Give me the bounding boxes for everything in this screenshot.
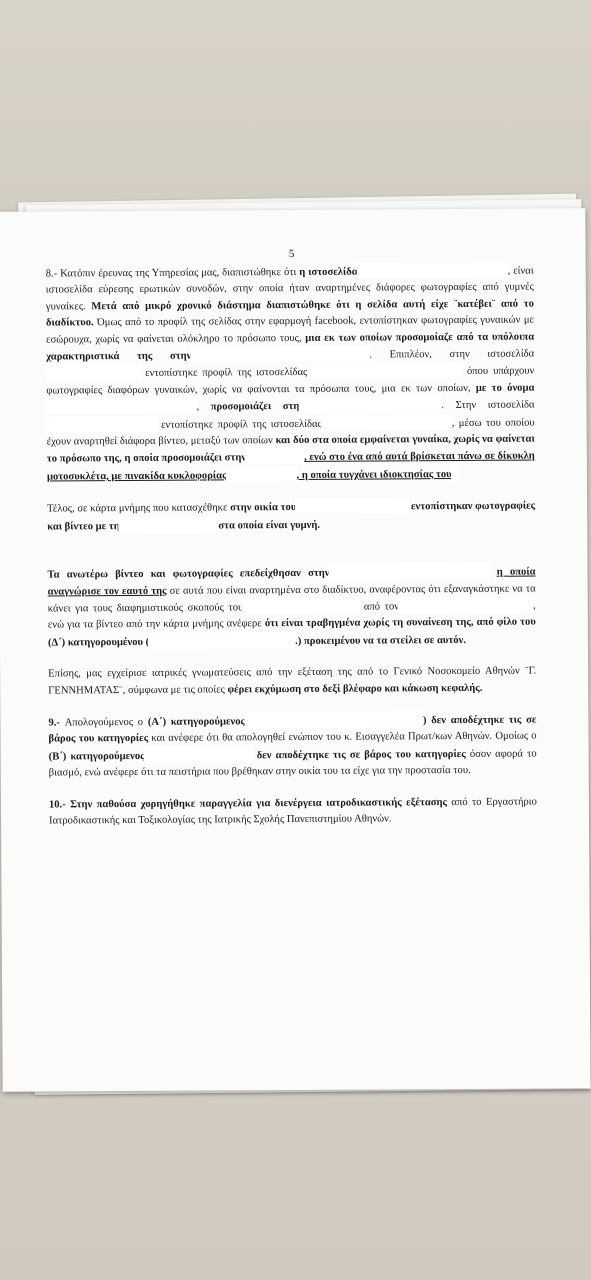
redaction-box: [145, 747, 253, 762]
text-span: ,: [196, 401, 211, 413]
redaction-box: [226, 467, 296, 481]
redaction-box: [452, 466, 458, 480]
text-span: 10.-: [48, 798, 71, 811]
text-span: και ανέφερε ότι θα απολογηθεί ενώπιον του κ. Εισαγγελέα Πρωτ/κων Αθηνών. Ομοίως ο: [148, 730, 537, 745]
text-span: η οποία αναγνώρισε τον εαυτό της: [47, 566, 536, 598]
redaction-box: [499, 597, 533, 611]
text-span: , μέσω του οποίου έχουν αναρτηθεί διάφορα βίντεο, μεταξύ των οποίων: [46, 417, 535, 448]
text-span: (Β΄) κατηγορούμενος: [48, 750, 145, 763]
text-span: Μετά από μικρό χρονικό διάστημα διαπιστώθηκε ότι η σελίδα αυτή είχε ¨κατέβει¨ από το διαδίκτυο.: [45, 298, 534, 329]
text-span: και δύο στα οποία εμφαίνεται γυναίκα, χωρίς να φαίνεται το πρόσωπο της, η οποία προσομοιάζει στην: [46, 433, 535, 465]
text-span: , ενώ για τα βίντεο από την κάρτα μνήμης ανέφερε: [47, 600, 536, 631]
paragraph-8: [46, 263, 535, 486]
paragraph-9: [48, 711, 536, 782]
redaction-box: [399, 598, 499, 613]
redaction-box: [246, 449, 304, 463]
text-span: 9.-: [48, 717, 65, 729]
paragraph-anotero: [47, 564, 536, 652]
text-span: , είναι ιστοσελίδα εύρεσης ερωτικών συνοδών, στην οποία ήταν αναρτημένες διάφορες φωτογραφίες από γυμνές γυναίκες.: [45, 265, 534, 313]
text-span: Τα ανωτέρω βίντεο και φωτογραφίες επεδείχθησαν στην: [47, 567, 330, 581]
text-span: Επίσης, μας εγχείρισε ιατρικές γνωματεύσεις από την εξέταση της από το Γενικό Νοσοκομείο Αθηνών ¨Γ. ΓΕΝΝΗΜΑΤΑΣ¨, σύμφωνα με τις οποίες: [48, 665, 537, 697]
redaction-box: [299, 397, 441, 412]
text-span: Όμως από το προφίλ της σελίδας στην εφαρμογή facebook, εντοπίστηκαν φωτογραφίες γυναικών με εσώρουχα, χωρίς να φαίνεται ολόκληρο το πρόσωπο τους,: [46, 314, 535, 346]
text-span: σε αυτά που είναι αναρτημένα στο διαδίκτυο, αναφέροντας ότι εξαναγκάστηκε να τα κάνει για τους διαφημιστικούς σκοπούς του: [47, 583, 536, 615]
redaction-box: [329, 564, 425, 579]
redaction-box: [191, 347, 369, 362]
redaction-box: [245, 712, 423, 727]
text-span: από το Εργαστήριο Ιατροδικαστικής και Τοξικολογίας της Ιατρικής Σχολής Πανεπιστημίου Αθηνών.: [49, 796, 537, 827]
text-span: φέρει εκχύμωση στο δεξί βλέφαρο και κάκωση κεφαλής.: [227, 682, 483, 695]
paragraph-10: [49, 794, 537, 830]
text-span: όσον αφορά το βιασμό, ενώ ανέφερε ότι τα πειστήρια που βρέθηκαν στην οικία του τα είχε για την προστασία του.: [48, 748, 537, 779]
text-span: . Στην ιστοσελίδα: [441, 399, 535, 412]
text-span: από τον: [359, 601, 400, 613]
redaction-box: [120, 517, 216, 532]
text-span: .) προκειμένου να τα στείλει σε αυτόν.: [295, 634, 466, 647]
text-span: η ιστοσελίδα: [299, 266, 358, 278]
redaction-box: [46, 365, 140, 380]
redaction-box: [46, 399, 196, 414]
text-span: Στην παθούσα χορηγήθηκε παραγγελία για διενέργεια ιατροδικαστικής εξέτασης: [70, 796, 448, 810]
text-span: εντοπίστηκε προφίλ της ιστοσελίδας: [140, 367, 313, 380]
redaction-box: [243, 599, 359, 614]
text-span: 8.- Κατόπιν έρευνας της Υπηρεσίας μας, διαπιστώθηκε ότι: [45, 266, 300, 280]
text-span: προσομοιάζει στη: [210, 401, 300, 413]
document-page: [0, 208, 591, 1092]
text-span: δεν αποδέχτηκε τις σε βάρος του κατηγορίες: [256, 748, 466, 761]
redaction-box: [221, 633, 295, 647]
paragraph-episis: [48, 664, 536, 700]
text-span: στην οικία του: [230, 502, 297, 514]
text-span: (Α΄) κατηγορούμενος: [147, 716, 246, 728]
document-body: [46, 263, 538, 845]
redaction-box: [322, 415, 452, 430]
text-span: όπου υπάρχουν φωτογραφίες διαφόρων γυναικών, χωρίς να φαίνονται τα πρόσωπα τους, μια εκ των οποίων,: [46, 365, 535, 397]
redaction-box: [149, 633, 221, 647]
text-span: με το όνομα: [475, 382, 535, 394]
page-number: 5: [288, 247, 295, 261]
text-span: . Επιπλέον, στην ιστοσελίδα: [369, 348, 535, 361]
text-span: ότι είναι τραβηγμένα χωρίς τη συναίνεση της, από φίλο του (Δ΄) κατηγορουμένου (: [47, 616, 536, 649]
redaction-box: [47, 416, 157, 431]
text-span: Τέλος, σε κάρτα μνήμης που κατασχέθηκε: [47, 502, 231, 515]
text-span: στα οποία είναι γυμνή.: [218, 519, 321, 532]
text-span: ) δεν αποδέχτηκε τις σε βάρος του κατηγορίες: [48, 714, 537, 745]
text-span: , ενώ στο ένα από αυτά βρίσκεται πάνω σε δίκυκλη μοτοσυκλέτα, με πινακίδα κυκλοφορίας: [46, 450, 535, 483]
text-span: Απολογούμενος ο: [64, 716, 148, 729]
text-span: εντοπίστηκε προφίλ της ιστοσελίδας: [156, 418, 322, 431]
redaction-box: [358, 263, 508, 278]
redaction-box: [425, 564, 489, 578]
paragraph-telos: [47, 498, 535, 536]
text-span: , η οποία τυγχάνει ιδιοκτησίας του: [296, 468, 452, 481]
text-span: εντοπίστηκαν φωτογραφίες και βίντεο με τη: [47, 500, 536, 533]
redaction-box: [296, 499, 408, 514]
text-span: μια εκ των οποίων προσομοίαζε από τα υπόλοιπα χαρακτηριστικά της στην: [46, 331, 535, 363]
redaction-box: [312, 363, 462, 378]
